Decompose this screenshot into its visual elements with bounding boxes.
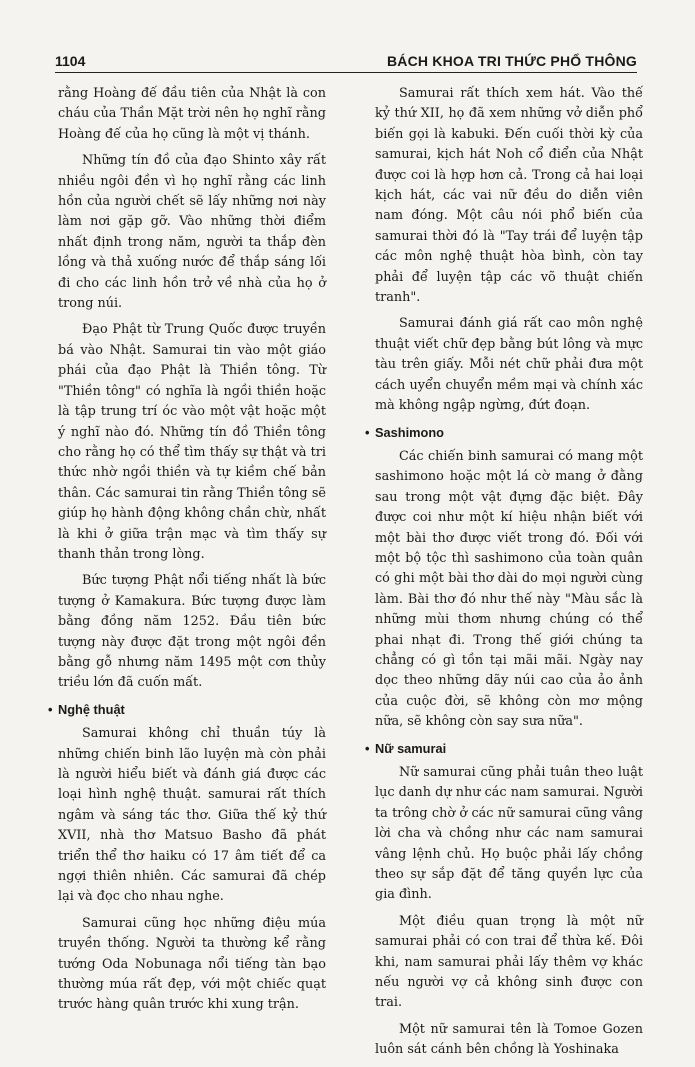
paragraph: rằng Hoàng đế đầu tiên của Nhật là con cháu của Thần Mặt trời nên họ nghĩ rằng Hoàng đế của họ cũng là một vị thánh. xyxy=(58,86,326,142)
section-heading-sashimono xyxy=(365,423,643,443)
paragraph: Samurai rất thích xem hát. Vào thế kỷ thứ XII, họ đã xem những vở diễn phổ biến gọi là kabuki. Đến cuối thời kỳ của samurai, kịch hát Noh cổ điển của Nhật được coi là hợp hơn cả. Trong cả hai loại kịch hát, các vai nữ đều do diễn viên nam đóng. Một câu nói phổ biến của samurai thời đó là "Tay trái để luyện tập các môn nghệ thuật hòa bình, còn tay phải để luyện tập các võ thuật chiến tranh". xyxy=(375,86,643,306)
bullet-icon: • xyxy=(48,701,53,717)
paragraph: Samurai không chỉ thuần túy là những chiến binh lão luyện mà còn phải là người hiểu biết và đánh giá được các loại hình nghệ thuật. samurai rất thích ngâm và sáng tác thơ. Giữa thế kỷ thứ XVII, nhà thơ Matsuo Basho đã phát triển thể thơ haiku có 17 âm tiết để ca ngợi thiên nhiên. Các samurai đã chép lại và đọc cho nhau nghe. xyxy=(58,726,326,905)
section-heading-label: Nghệ thuật xyxy=(58,701,125,717)
paragraph: Samurai cũng học những điệu múa truyền thống. Người ta thường kể rằng tướng Oda Nobunaga nổi tiếng tàn bạo thường múa rất đẹp, với một chiếc quạt trước hàng quân trước khi xung trận. xyxy=(58,915,326,1013)
bullet-icon: • xyxy=(365,740,370,756)
paragraph: Một điều quan trọng là một nữ samurai phải có con trai để thừa kế. Đôi khi, nam samurai phải lấy thêm vợ khác nếu người vợ cả không sinh được con trai. xyxy=(375,913,643,1011)
paragraph: Samurai đánh giá rất cao môn nghệ thuật viết chữ đẹp bằng bút lông và mực tàu trên giấy. Mỗi nét chữ phải đưa một cách uyển chuyển mềm mại và chính xác mà không ngập ngừng, đứt đoạn. xyxy=(375,316,643,414)
paragraph: Đạo Phật từ Trung Quốc được truyền bá vào Nhật. Samurai tin vào một giáo phái của đạo Phật là Thiền tông. Từ "Thiền tông" có nghĩa là ngồi thiền hoặc là tập trung trí óc vào một vật hoặc một ý nghĩ nào đó. Những tín đồ Thiền tông cho rằng họ có thể tìm thấy sự thật và tri thức nhờ ngồi thiền và tự kiềm chế bản thân. Các samurai tin rằng Thiền tông sẽ giúp họ hành động không chần chừ, nhất là khi ở giữa trận mạc và tìm thấy sự thanh thản trong lòng. xyxy=(58,322,326,562)
left-column xyxy=(48,84,326,1022)
section-heading-nghe-thuat xyxy=(48,700,326,720)
paragraph: Nữ samurai cũng phải tuân theo luật lục danh dự như các nam samurai. Người ta trông chờ ở các nữ samurai cũng vâng lời cha và chồng như các nam samurai vâng lệnh chủ. Họ buộc phải lấy chồng theo sự sắp đặt để tăng quyền lực của gia đình. xyxy=(375,765,643,903)
section-heading-label: Nữ samurai xyxy=(375,740,447,756)
paragraph: Một nữ samurai tên là Tomoe Gozen luôn sát cánh bên chồng là Yoshinaka xyxy=(375,1021,643,1058)
section-heading-label: Sashimono xyxy=(375,424,444,440)
page-number: 1104 xyxy=(55,53,86,69)
paragraph: Những tín đồ của đạo Shinto xây rất nhiều ngôi đền vì họ nghĩ rằng các linh hồn của người chết sẽ lấy những nơi này làm nơi gặp gỡ. Vào những thời điểm nhất định trong năm, người ta thắp đèn lồng và thả xuống nước để thắp sáng lối đi cho các linh hồn trở về nhà của họ ở trong núi. xyxy=(58,153,326,312)
page-header xyxy=(55,50,637,73)
paragraph: Các chiến binh samurai có mang một sashimono hoặc một lá cờ mang ở đằng sau trong một vật đựng đặc biệt. Đây được coi như một kí hiệu nhận biết với một bài thơ được viết trong đó. Đối với một bộ tộc thì sashimono của toàn quân có ghi một bài thơ dài do mọi người cùng làm. Bài thơ đó như thế này "Màu sắc là những mùi thơm nhưng chúng có thể phai nhạt đi. Trong thế giới chúng ta chẳng có gì tồn tại mãi mãi. Ngày nay dọc theo những dãy núi cao của ảo ảnh của cuộc đời, sẽ không còn mơ mộng nữa, sẽ không còn say sưa nữa". xyxy=(375,448,643,730)
bullet-icon: • xyxy=(365,424,370,440)
right-column xyxy=(365,84,643,1067)
running-title: BÁCH KHOA TRI THỨC PHỔ THÔNG xyxy=(386,53,637,69)
paragraph: Bức tượng Phật nổi tiếng nhất là bức tượng ở Kamakura. Bức tượng được làm bằng đồng năm 1252. Đầu tiên bức tượng này được đặt trong một ngôi đền bằng gỗ nhưng năm 1495 một cơn thủy triều lớn đã cuốn mất. xyxy=(58,573,326,691)
section-heading-nu-samurai xyxy=(365,739,643,759)
